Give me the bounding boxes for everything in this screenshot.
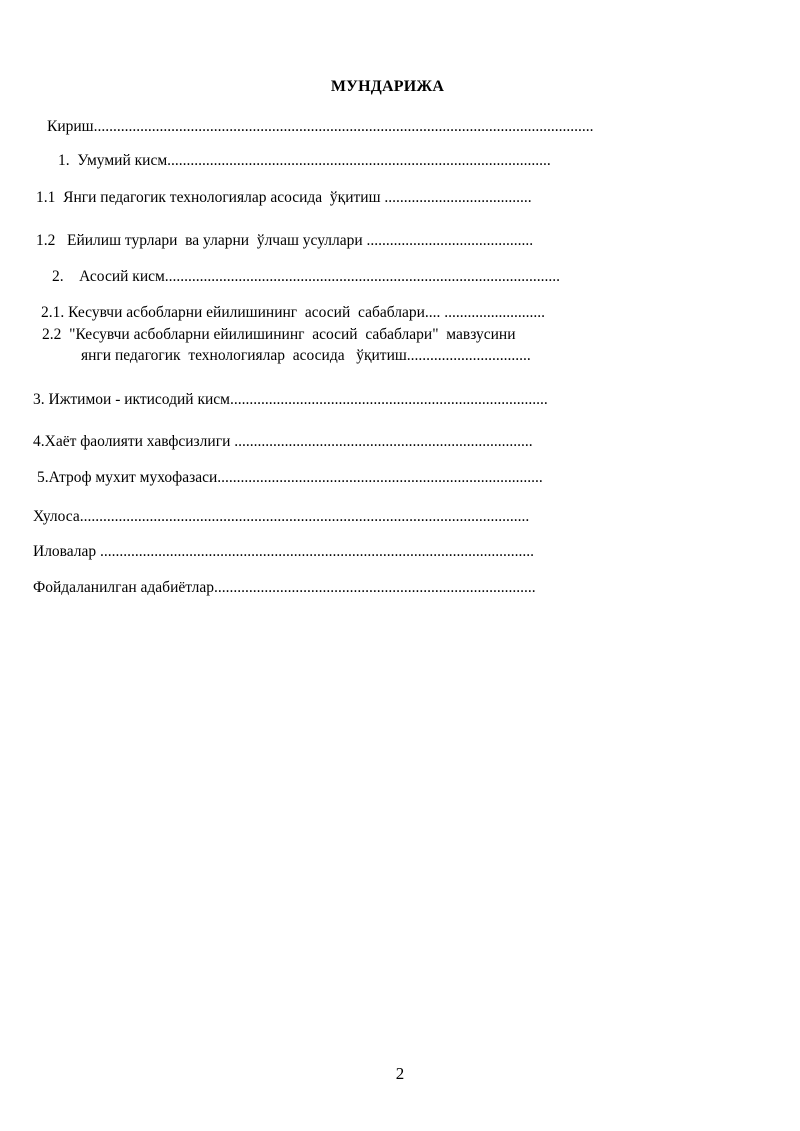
toc-entry-conclusion: Хулоса....................................................................................................................	[33, 508, 530, 525]
toc-entry-references: Фойдаланилган адабиётлар...................................................................................	[33, 579, 536, 596]
toc-entry-life-safety: 4.Хаёт фаолияти хавфсизлиги .............................................................................	[33, 433, 533, 450]
toc-entry-main-2-1: 2.1. Кесувчи асбобларни ейилишининг асосий сабаблари.... ..........................	[41, 304, 546, 321]
toc-entry-main-2-2-continued: янги педагогик технологиялар асосида ўқитиш................................	[81, 347, 531, 364]
page-number: 2	[395, 1064, 405, 1083]
toc-entry-environment: 5.Атроф мухит мухофазаси....................................................................................	[37, 469, 543, 486]
toc-entry-main: 2. Асосий кисм......................................................................................................	[52, 268, 561, 285]
toc-entry-general-1-2: 1.2 Ейилиш турлари ва уларни ўлчаш усуллари ...........................................	[36, 232, 534, 249]
toc-entry-main-2-2: 2.2 "Кесувчи асбобларни ейилишининг асосий сабаблари" мавзусини	[42, 326, 516, 343]
toc-entry-general: 1. Умумий кисм...................................................................................................	[58, 152, 551, 169]
page-title: МУНДАРИЖА	[330, 78, 445, 95]
toc-entry-appendix: Иловалар ................................................................................................................	[33, 543, 535, 560]
toc-entry-general-1-1: 1.1 Янги педагогик технологиялар асосида ўқитиш ......................................	[36, 189, 532, 206]
toc-entry-socio-economic: 3. Ижтимои - иктисодий кисм..................................................................................	[33, 391, 548, 408]
toc-entry-intro: Кириш.................................................................................................................................	[47, 118, 594, 135]
